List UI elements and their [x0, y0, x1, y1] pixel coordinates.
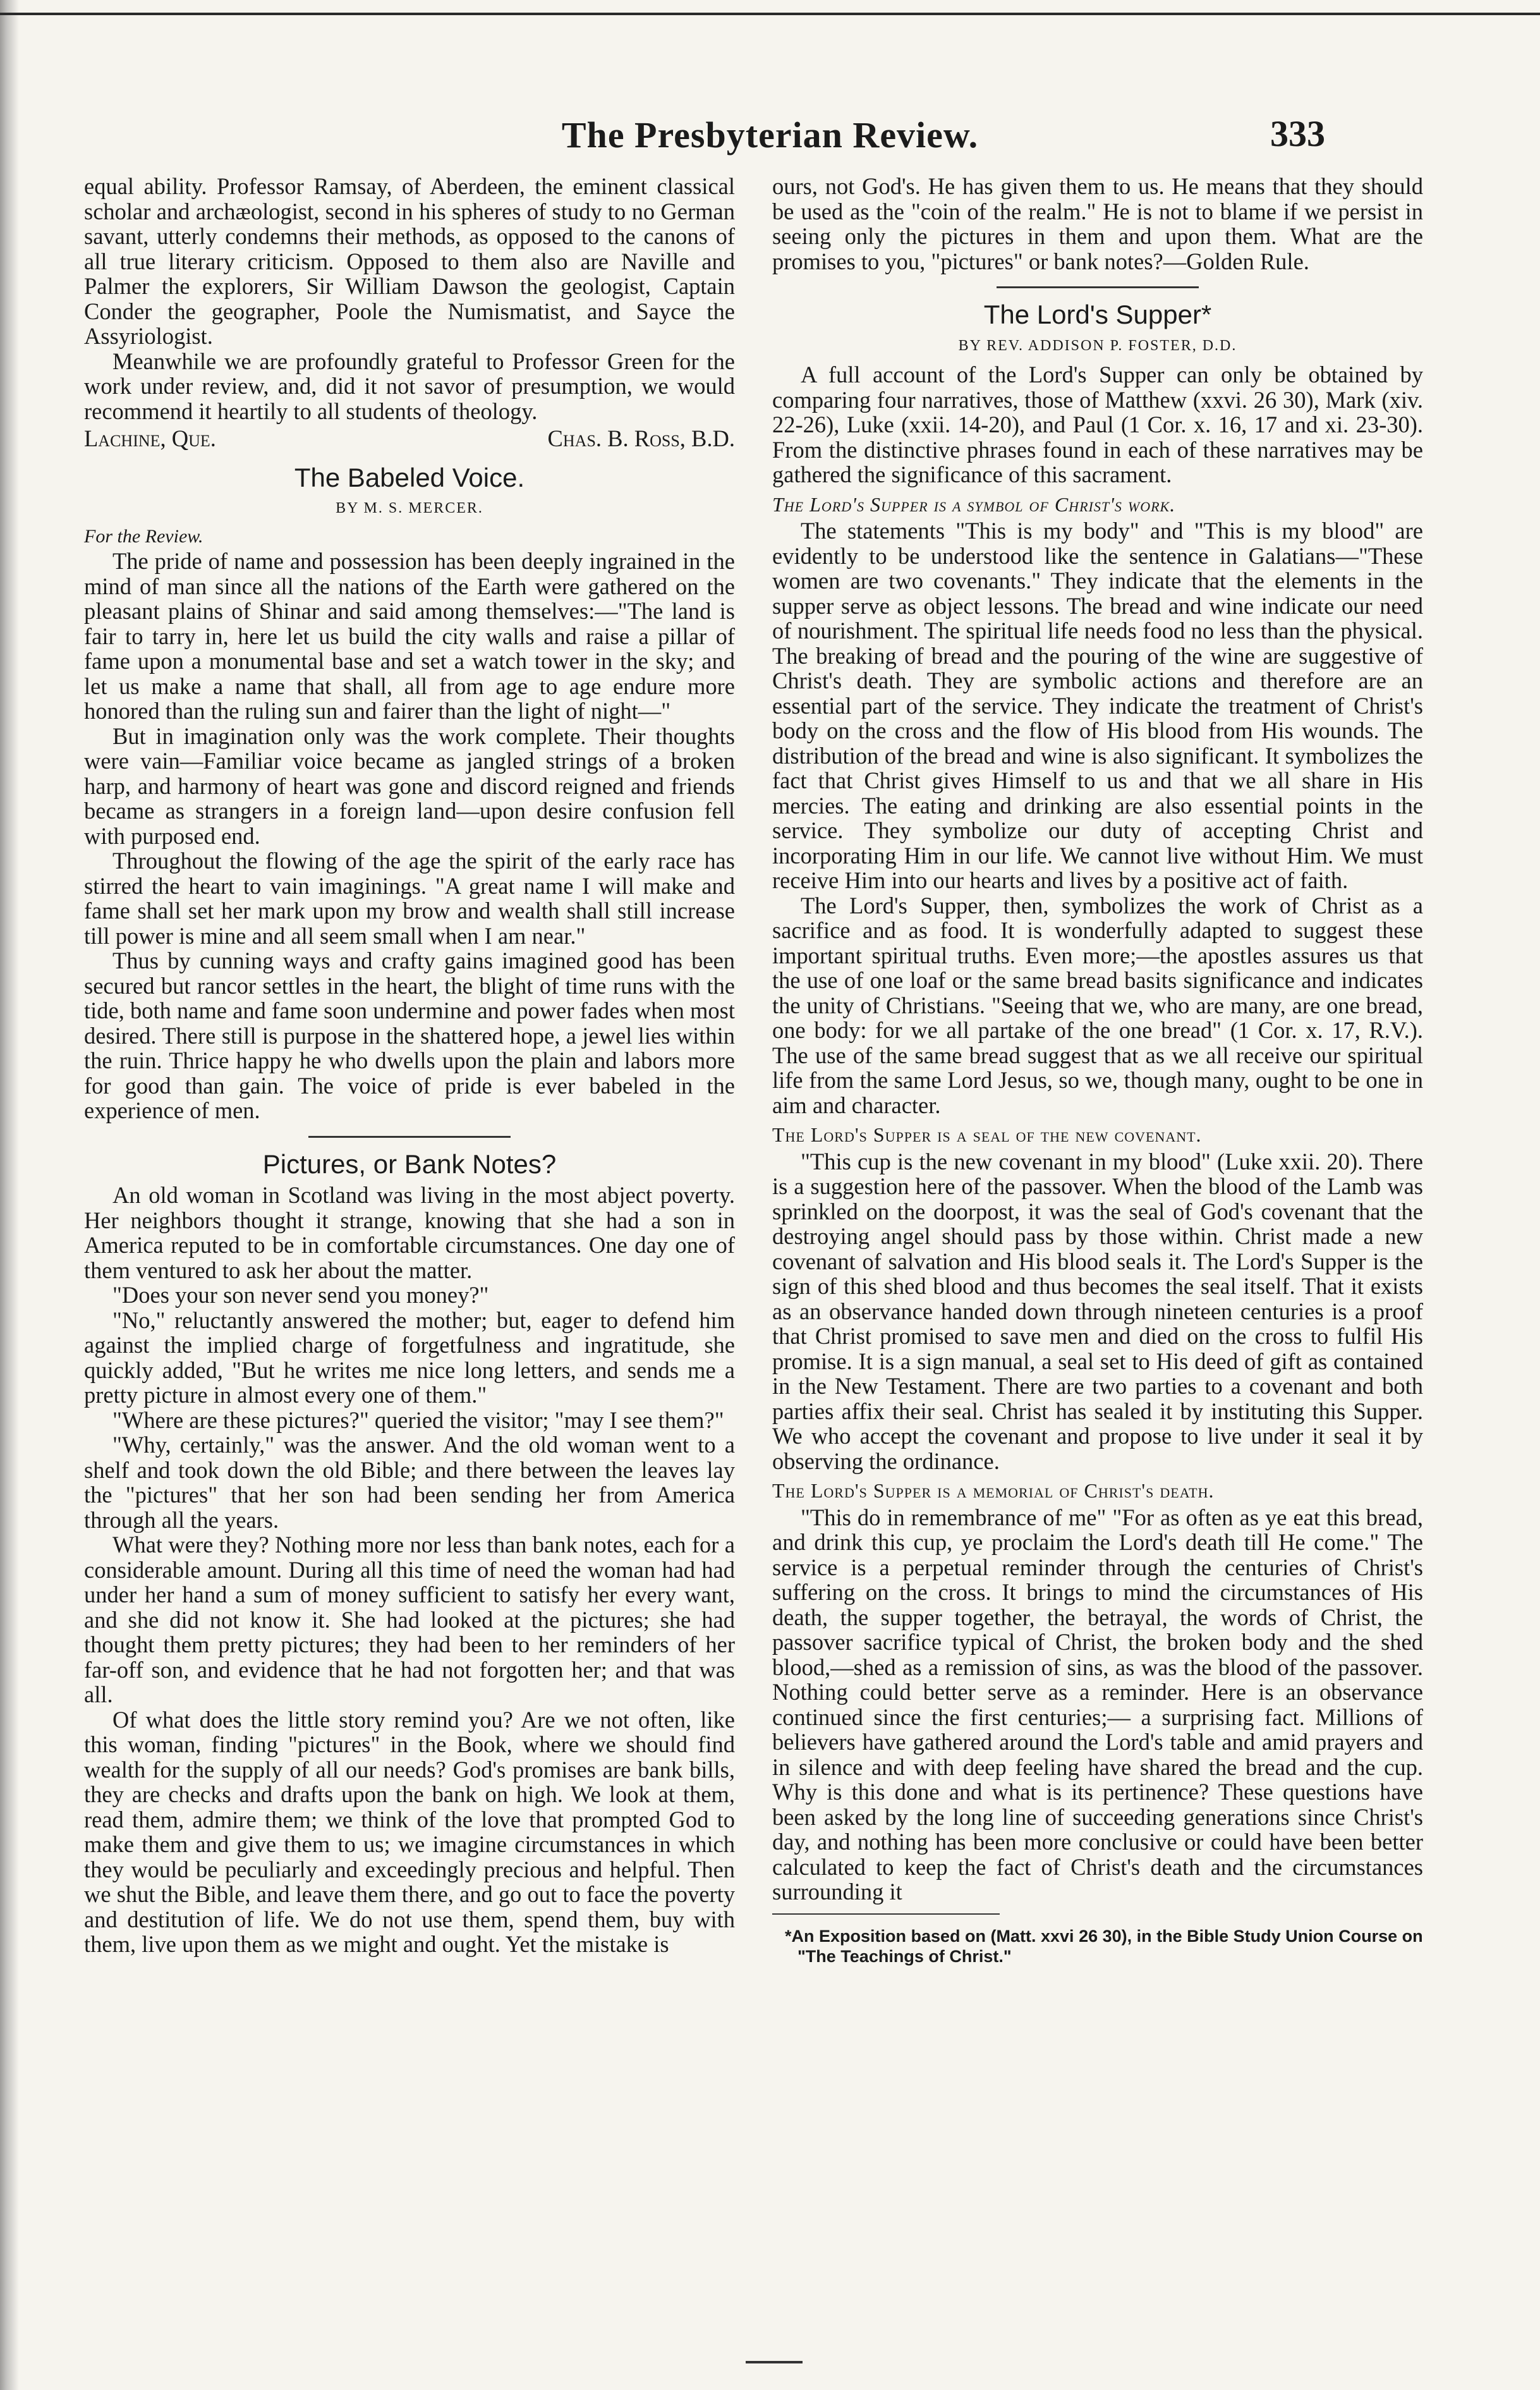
section-divider [308, 1136, 511, 1138]
footnote-divider [772, 1913, 1000, 1915]
paragraph: Throughout the flowing of the age the spirit of the early race has stirred the heart to vain imaginings. "A great name I will make and fame shall set her mark upon my brow and wealth shall still increase till power is mine and all seem small when I am near." [84, 848, 735, 949]
byline: BY REV. ADDISON P. FOSTER, D.D. [958, 337, 1237, 354]
paragraph: The statements "This is my body" and "This is my blood" are evidently to be understood like the sentence in Galatians—"These women are two covenants." They indicate that the elements in the supper serve as object lessons. The bread and wine indicate our need of nourishment. The spiritual life needs food no less than the physical. The breaking of bread and the pouring of the wine are suggestive of Christ's death. They are symbolic actions and therefore are an essential part of the service. They indicate the treatment of Christ's body on the cross and the flow of His blood from His wounds. The distribution of the bread and wine is also significant. It symbolizes the fact that Christ gives Himself to us and that we all share in His mercies. The eating and drinking are also essential points in the service. They symbolize our duty of accepting Christ and incorporating Him in our life. We cannot live without Him. We must receive Him into our hearts and lives by a positive act of faith. [772, 518, 1423, 893]
paragraph: But in imagination only was the work complete. Their thoughts were vain—Familiar voice became as jangled strings of a broken harp, and harmony of heart was gone and discord reigned and friends became as strangers in a foreign land—upon desire confusion fell with purposed end. [84, 722, 735, 849]
paragraph: Of what does the little story remind you? Are we not often, like this woman, finding "pictures" in the Book, where we should find wealth for the supply of all our needs? God's promises are bank bills, they are checks and drafts upon the bank on high. We look at them, read them, admire them; we think of the love that prompted God to make them and give them to us; we imagine circumstances in which they would be peculiarly and exceedingly precious and helpful. Then we shut the Bible, and leave them there, and go out to face the poverty and destitution of life. We do not use them, spend them, buy with them, live upon them as we might and ought. Yet the mistake is [84, 1706, 735, 1957]
paragraph: An old woman in Scotland was living in the most abject poverty. Her neighbors thought it strange, knowing that she had a son in America reputed to be in comfortable circumstances. One day one of them ventured to ask her about the matter. [84, 1182, 735, 1283]
subheading: The Lord's Supper is a seal of the new covenant. [772, 1123, 1202, 1146]
paragraph: Meanwhile we are profoundly grateful to Professor Green for the work under review, and, did it not savor of presumption, we would recommend it heartily to all students of theology. [84, 348, 735, 424]
paragraph: ours, not God's. He has given them to us. He means that they should be used as the "coin of the realm." He is not to blame if we persist in seeing only the pictures in them and upon them. What are the promises to you, "pictures" or bank notes?—Golden Rule. [772, 173, 1423, 274]
article-note: For the Review. [84, 525, 203, 547]
page-header-title: The Presbyterian Review. [561, 114, 979, 155]
paragraph: equal ability. Professor Ramsay, of Aberdeen, the eminent classical scholar and archæologist, second in his spheres of study to no German savant, utterly condemns their methods, as opposed to the canons of all true literary criticism. Opposed to them also are Naville and Palmer the explorers, Sir William Dawson the geologist, Captain Conder the geographer, Poole the Numismatist, and Sayce the Assyriologist. [84, 173, 735, 349]
bottom-rule [746, 2361, 803, 2363]
paragraph: "This cup is the new covenant in my blood" (Luke xxii. 20). There is a suggestion here of the passover. When the blood of the Lamb was sprinkled on the doorpost, it was the seal of God's covenant that the destroying angel should pass by those within. Christ made a new covenant of salvation and His blood seals it. The Lord's Supper is the sign of this shed blood and thus becomes the seal itself. That it exists as an observance handed down through nineteen centuries is a proof that Christ promised to save men and died on the cross to fulfil His promise. It is a sign manual, a seal set to His deed of gift as contained in the New Testament. There are two parties to a covenant and both parties affix their seal. Christ has sealed it by instituting this Supper. We who accept the covenant and propose to live under it seal it by observing the ordinance. [772, 1148, 1423, 1474]
paragraph: "Why, certainly," was the answer. And the old woman went to a shelf and took down the old Bible; and there between the leaves lay the "pictures" that her son had been sending her from America through all the years. [84, 1432, 735, 1533]
paragraph: "No," reluctantly answered the mother; but, eager to defend him against the implied charge of forgetfulness and ingratitude, she quickly added, "But he writes me nice long letters, and sends me a pretty picture in almost every one of them." [84, 1307, 735, 1408]
paragraph: What were they? Nothing more nor less than bank notes, each for a considerable amount. During all this time of need the woman had had under her hand a sum of money sufficient to satisfy her every want, and she did not know it. She had looked at the pictures; she had thought them pretty pictures; they had been to her reminders of her far-off son, and evidence that he had not forgotten her; and that was all. [84, 1532, 735, 1707]
subheading: The Lord's Supper is a symbol of Christ's work. [772, 492, 1176, 516]
paragraph: The pride of name and possession has been deeply ingrained in the mind of man since all the nations of the Earth were gathered on the pleasant plains of Shinar and said among themselves:—"The land is fair to tarry in, here let us build the city walls and raise a pillar of fame upon a monumental base and set a watch tower in the sky; and let us make a name that shall, all from age to age endure more honored than the ruling sun and fairer than the light of night—" [84, 548, 735, 724]
signature-place: Lachine, Que. [84, 425, 216, 451]
paragraph: The Lord's Supper, then, symbolizes the work of Christ as a sacrifice and as food. It is wonderfully adapted to suggest these important spiritual truths. Even more;—the apostles assures us that the use of one loaf or the same bread basits significance and indicates the unity of Christians. "Seeing that we, who are many, are one bread, one body: for we all partake of the one bread" (1 Cor. x. 17, R.V.). The use of the same bread suggest that as we all receive our spiritual life from the same Lord Jesus, so we, though many, ought to be one in aim and character. [772, 892, 1423, 1118]
page-number: 333 [1270, 113, 1325, 154]
scan-edge [0, 0, 19, 2390]
subheading: The Lord's Supper is a memorial of Christ's death. [772, 1479, 1215, 1502]
footnote: *An Exposition based on (Matt. xxvi 26 30), in the Bible Study Union Course on "The Teachings of Christ." [785, 1926, 1423, 1966]
paragraph: "Where are these pictures?" queried the visitor; "may I see them?" [112, 1406, 724, 1433]
section-divider [997, 286, 1199, 288]
paragraph: "Does your son never send you money?" [112, 1282, 489, 1308]
top-rule [0, 13, 1540, 15]
right-column [772, 174, 1423, 1966]
byline: BY M. S. MERCER. [336, 500, 483, 516]
paragraph: Thus by cunning ways and crafty gains imagined good has been secured but rancor settles in the heart, the blight of time runs with the tide, both name and fame soon undermine and power fades when most desired. There still is purpose in the shattered hope, a jewel lies within the ruin. Thrice happy he who dwells upon the plain and labors more for good than gain. The voice of pride is ever babeled in the experience of men. [84, 948, 735, 1123]
article-title-babeled-voice: The Babeled Voice. [294, 462, 525, 492]
left-column [84, 174, 735, 1957]
signature-line [84, 426, 735, 451]
paragraph: A full account of the Lord's Supper can only be obtained by comparing four narratives, those of Matthew (xxvi. 26 30), Mark (xiv. 22-26), Luke (xxii. 14-20), and Paul (1 Cor. x. 16, 17 and xi. 23-30). From the distinctive phrases found in each of these narratives may be gathered the significance of this sacrament. [772, 362, 1423, 487]
article-title-pictures: Pictures, or Bank Notes? [262, 1149, 557, 1179]
signature-name: Chas. B. Ross, B.D. [547, 425, 735, 451]
paragraph: "This do in remembrance of me" "For as often as ye eat this bread, and drink this cup, ye proclaim the Lord's death till He come." The service is a perpetual reminder through the centuries of Christ's suffering on the cross. It brings to mind the circumstances of His death, the supper together, the betrayal, the words of Christ, the passover sacrifice typical of Christ, the broken body and the shed blood,—shed as a remission of sins, as was the blood of the passover. Nothing could better serve as a reminder. Here is an observance continued since the first centuries;— a surprising fact. Millions of believers have gathered around the Lord's table and amid prayers and in silence and with deep feeling have shared the bread and the cup. Why is this done and what is its pertinence? These questions have been asked by the long line of succeeding generations since Christ's day, and nothing has been more conclusive or could have been better calculated to keep the fact of Christ's death and the circumstances surrounding it [772, 1504, 1423, 1905]
article-title-lords-supper: The Lord's Supper* [983, 300, 1212, 329]
